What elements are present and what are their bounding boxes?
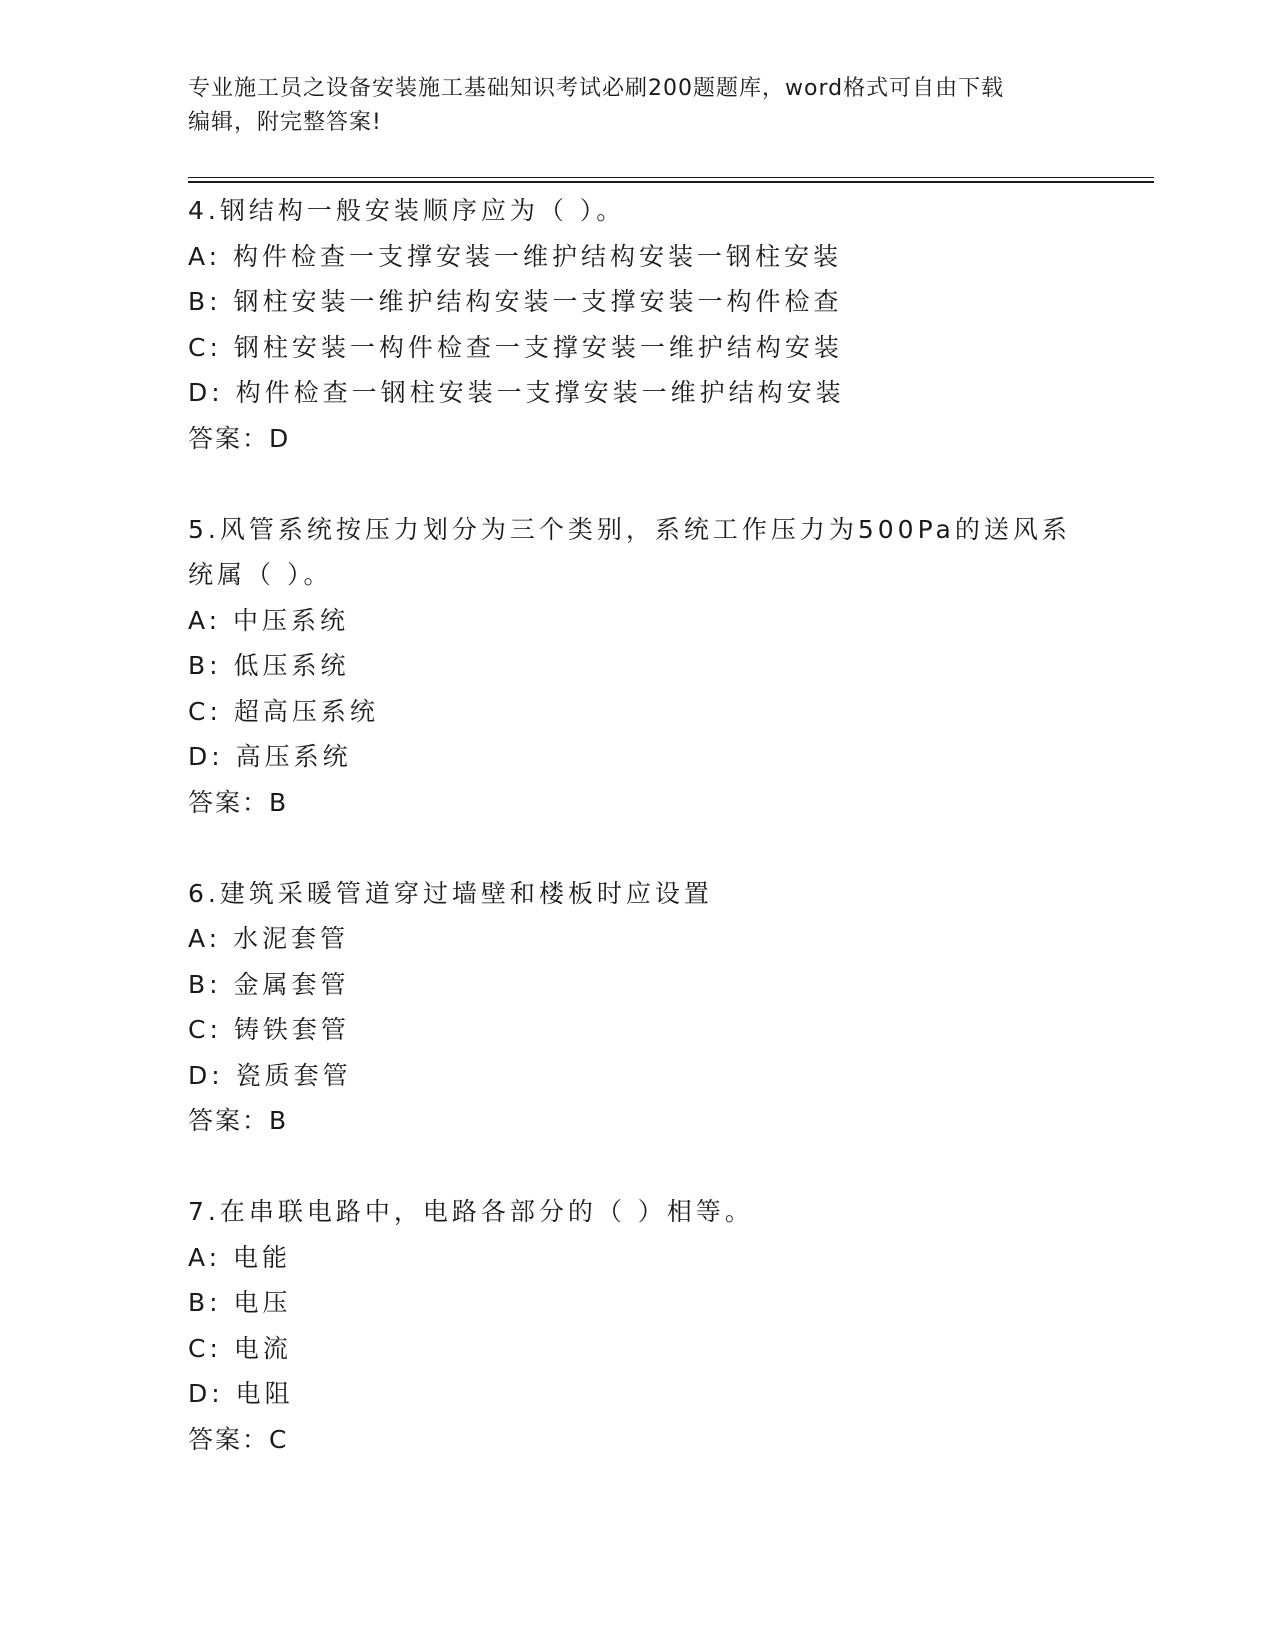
header-title-line-2: 编辑，附完整答案! [188, 110, 382, 135]
question-stem: 6.建筑采暖管道穿过墙壁和楼板时应设置 [188, 878, 713, 908]
answer-line: 答案：B [188, 787, 289, 817]
answer-line: 答案：C [188, 1424, 289, 1454]
option-a: A: 中压系统 [188, 605, 350, 635]
spacer [188, 1144, 1148, 1190]
option-a: A: 水泥套管 [188, 924, 350, 953]
question-stem: 5.风管系统按压力划分为三个类别，系统工作压力为500Pa的送风系 [188, 514, 1071, 544]
answer-line: 答案：B [188, 1106, 289, 1135]
spacer [188, 461, 1148, 507]
question-list [188, 188, 1148, 1462]
question-stem: 4.钢结构一般安装顺序应为（ ）。 [188, 196, 626, 225]
spacer [188, 825, 1148, 871]
question-6 [188, 871, 1148, 1144]
option-c: C: 铸铁套管 [188, 1015, 350, 1044]
option-c: C: 电流 [188, 1333, 292, 1363]
option-b: B: 金属套管 [188, 969, 350, 999]
answer-line: 答案：D [188, 423, 291, 453]
option-a: A: 构件检查一支撑安装一维护结构安装一钢柱安装 [188, 241, 843, 271]
option-c: C: 超高压系统 [188, 696, 379, 726]
header-divider-thick [188, 181, 1154, 183]
option-d: D: 瓷质套管 [188, 1060, 352, 1090]
header-title-line-1: 专业施工员之设备安装施工基础知识考试必刷200题题库，word格式可自由下载 [188, 76, 1005, 101]
header-divider-thin [188, 177, 1154, 178]
question-5 [188, 507, 1148, 826]
option-b: B: 电压 [188, 1288, 292, 1317]
document-header [188, 72, 1088, 140]
option-a: A: 电能 [188, 1242, 292, 1272]
option-b: B: 钢柱安装一维护结构安装一支撑安装一构件检查 [188, 287, 843, 316]
question-4 [188, 188, 1148, 461]
question-stem-continued: 统属（ ）。 [188, 560, 333, 589]
option-d: D: 电阻 [188, 1379, 294, 1408]
option-d: D: 构件检查一钢柱安装一支撑安装一维护结构安装 [188, 378, 845, 407]
question-7 [188, 1189, 1148, 1462]
option-c: C: 钢柱安装一构件检查一支撑安装一维护结构安装 [188, 332, 843, 362]
option-d: D: 高压系统 [188, 742, 352, 771]
option-b: B: 低压系统 [188, 651, 350, 680]
question-stem: 7.在串联电路中，电路各部分的（ ）相等。 [188, 1197, 754, 1226]
